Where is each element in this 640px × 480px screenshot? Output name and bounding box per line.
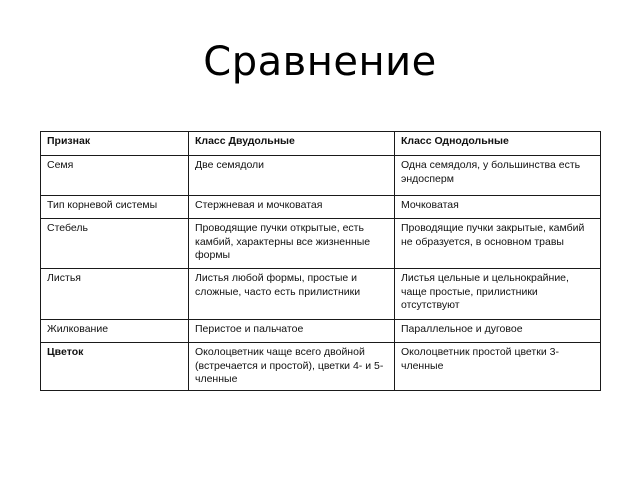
cell-monocot: Одна семядоля, у большинства есть эндосперм [395,156,601,196]
table-row-root-system [41,196,601,219]
cell-monocot: Мочковатая [395,196,601,219]
cell-dicot: Листья любой формы, простые и сложные, часто есть прилистники [189,269,395,320]
slide-title: Сравнение [203,39,437,85]
cell-monocot: Проводящие пучки закрытые, камбий не образуется, в основном травы [395,219,601,269]
cell-dicot: Две семядоли [189,156,395,196]
table-row-seed [41,156,601,196]
cell-feature: Семя [41,156,189,196]
cell-feature: Стебель [41,219,189,269]
table-row-stem [41,219,601,269]
table-header-row [41,132,601,156]
cell-monocot: Листья цельные и цельнокрайние, чаще простые, прилистники отсутствуют [395,269,601,320]
header-feature: Признак [41,132,189,156]
cell-dicot: Околоцветник чаще всего двойной (встречается и простой), цветки 4- и 5-членные [189,343,395,391]
cell-feature: Цветок [41,343,189,391]
table-row-leaves [41,269,601,320]
cell-dicot: Стержневая и мочковатая [189,196,395,219]
comparison-table [40,131,601,391]
header-dicot: Класс Двудольные [189,132,395,156]
table-row-venation [41,320,601,343]
cell-monocot: Параллельное и дуговое [395,320,601,343]
header-monocot: Класс Однодольные [395,132,601,156]
table-row-flower [41,343,601,391]
cell-feature: Тип корневой системы [41,196,189,219]
cell-dicot: Проводящие пучки открытые, есть камбий, характерны все жизненные формы [189,219,395,269]
cell-monocot: Околоцветник простой цветки 3-членные [395,343,601,391]
cell-feature: Жилкование [41,320,189,343]
cell-dicot: Перистое и пальчатое [189,320,395,343]
cell-feature: Листья [41,269,189,320]
